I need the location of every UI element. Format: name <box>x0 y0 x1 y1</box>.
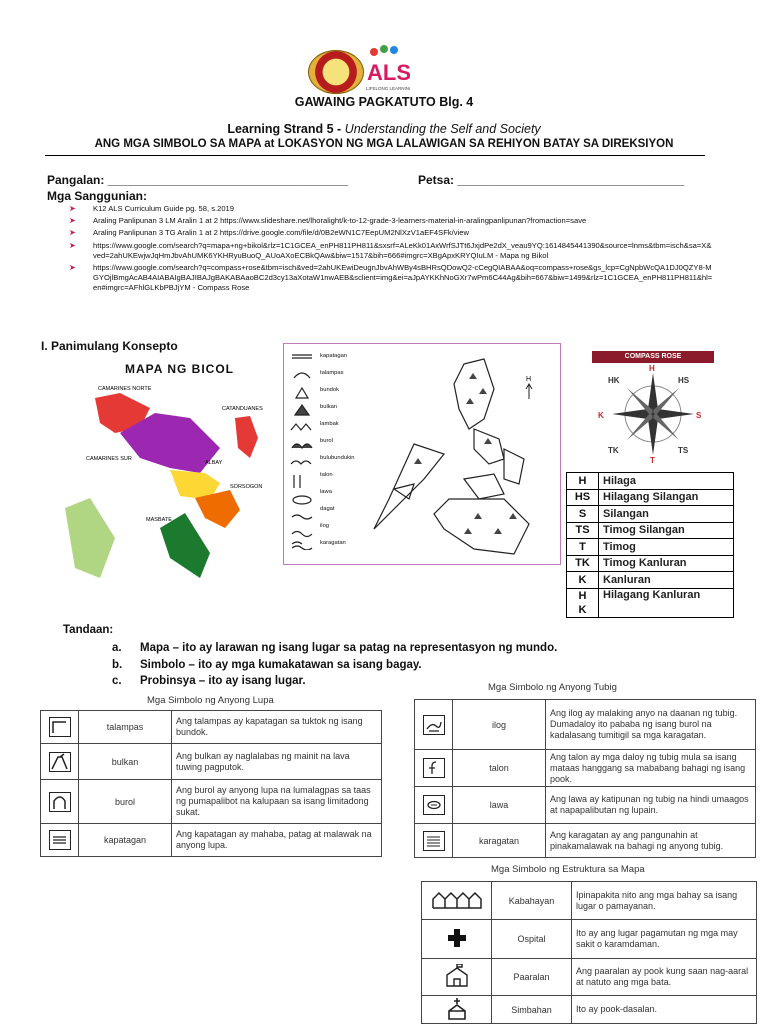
table-row: talampas Ang talampas ay kapatagan sa tuktok ng isang bundok. <box>41 711 382 744</box>
compass-point: HK <box>608 376 620 385</box>
compass-rose-label: COMPASS ROSE <box>592 351 714 363</box>
definition-item: a. Mapa – ito ay larawan ng isang lugar sa patag na representasyon ng mundo. <box>112 642 558 654</box>
reference-item: ➤ https://www.google.com/search?q=mapa+ng+bikol&rlz=1C1GCEA_enPH811PH811&sxsrf=ALeKk01AxWrfSJTt6JxjdPe2dX_veau9YQ:1614845441390&source=lnms&tbm=isch&sa=X&ved=2ahUKEwjwJqHmJbvAhUMK6YKHRyuBuoQ_AUoAXoECBkQAw&biw=1517&bih=666#imgrc=XBgApxKRYQIuLM - Mapa ng Bikol <box>65 241 715 261</box>
legend-item: burol <box>320 438 333 444</box>
legend-symbols <box>288 350 316 550</box>
directions-table <box>566 472 734 618</box>
svg-text:ALS: ALS <box>367 60 410 85</box>
table-row: K Kanluran <box>567 572 734 589</box>
philippines-legend-map <box>283 343 561 565</box>
bicol-map <box>60 378 285 598</box>
table-row: bulkan Ang bulkan ay naglalabas ng mainit na lava tuwing pagputok. <box>41 744 382 780</box>
anyong-lupa-table <box>40 710 382 857</box>
burol-icon <box>49 792 71 812</box>
section-heading: I. Panimulang Konsepto <box>41 339 178 353</box>
table-row: Ospital Ito ay ang lugar pagamutan ng mga may sakit o karamdaman. <box>422 920 757 959</box>
deped-seal-logo <box>308 50 364 94</box>
tandaan-label: Tandaan: <box>63 624 114 636</box>
kapatagan-icon <box>49 830 71 850</box>
north-indicator: H <box>526 376 532 383</box>
legend-item: karagatan <box>320 540 346 546</box>
lupa-table-title: Mga Simbolo ng Anyong Lupa <box>147 695 274 706</box>
table-row: Simbahan Ito ay pook-dasalan. <box>422 996 757 1024</box>
legend-item: kapatagan <box>320 353 348 359</box>
map-title: MAPA NG BICOL <box>125 362 234 376</box>
table-row: TS Timog Silangan <box>567 522 734 539</box>
compass-point: TK <box>608 446 619 455</box>
legend-item: bulkan <box>320 404 338 410</box>
date-field[interactable]: Petsa: __________________________________ <box>418 173 685 187</box>
activity-title: GAWAING PAGKATUTO Blg. 4 <box>294 95 474 109</box>
table-row: S Silangan <box>567 506 734 523</box>
compass-rose <box>592 363 714 465</box>
legend-item: bundok <box>320 387 340 393</box>
paaralan-icon <box>444 964 470 988</box>
anyong-tubig-table <box>414 699 756 858</box>
map-label: CATANDUANES <box>222 406 263 412</box>
compass-point: T <box>650 456 655 465</box>
references-list <box>65 204 715 296</box>
legend-item: lambak <box>320 421 339 427</box>
learning-strand: Learning Strand 5 - Understanding the Self and Society <box>227 122 541 136</box>
table-row: Paaralan Ang paaralan ay pook kung saan nag-aaral at natuto ang mga bata. <box>422 959 757 996</box>
map-label: CAMARINES NORTE <box>98 386 152 392</box>
philippines-outline <box>354 349 554 561</box>
legend-item: lawa <box>320 489 332 495</box>
philippines-inset-map <box>65 498 115 578</box>
table-row: HS Hilagang Silangan <box>567 489 734 506</box>
reference-item: ➤ https://www.google.com/search?q=compass+rose&tbm=isch&ved=2ahUKEwiDeugnJbvAhWBy4sBHRsQDowQ2-cCegQIABAA&oq=compass+rose&gs_lcp=CgNpbWcQA1DJ0QZY8-MGYOjlBmgAcAB4AIABAIgBAJIBAJgBAKABAaoBC2d3cy13aXotaW1nwAEB&sclient=img&ei=aJpAYKKhNoGXr7wPm6C44Ag&bih=667&biw=1499&rlz=1C1GCEA_enPH811PH811&hl=en#imgrc=AFhlGLKbPBJjYM - Compass Rose <box>65 263 715 294</box>
map-label: ALBAY <box>205 460 223 466</box>
table-row: H K Hilagang Kanluran <box>567 588 734 617</box>
svg-text:LIFELONG LEARNING: LIFELONG LEARNING <box>366 86 410 91</box>
kabahayan-icon <box>430 890 484 910</box>
compass-point: S <box>696 411 702 420</box>
map-label: MASBATE <box>146 517 172 523</box>
simbahan-icon <box>444 997 470 1021</box>
compass-point: TS <box>678 446 689 455</box>
reference-item: ➤ Araling Panlipunan 3 TG Aralin 1 at 2 https://drive.google.com/file/d/0B2eWN1C7EepUM2NlXzV1aEF4SFk/view <box>65 228 715 238</box>
table-row: ilog Ang ilog ay malaking anyo na daanan ng tubig. Dumadaloy ito pababa ng isang burol na kadalasang tumitigil sa mga karagatan. <box>415 700 756 750</box>
map-label: CAMARINES SUR <box>86 456 132 462</box>
map-label: SORSOGON <box>230 484 263 490</box>
reference-item: ➤ Araling Panlipunan 3 LM Aralin 1 at 2 https://www.slideshare.net/lhoralight/k-to-12-grade-3-learners-material-in-aralingpanlipunan?fromaction=save <box>65 216 715 226</box>
karagatan-icon <box>423 831 445 851</box>
compass-point: H <box>649 364 655 373</box>
table-row: kapatagan Ang kapatagan ay mahaba, patag at malawak na anyong lupa. <box>41 824 382 857</box>
divider <box>45 155 705 156</box>
compass-point: K <box>598 411 604 420</box>
table-row: karagatan Ang karagatan ay ang pangunahin at pinakamalawak na bahagi ng anyong tubig. <box>415 824 756 858</box>
talampas-icon <box>49 717 71 737</box>
legend-item: talon <box>320 472 333 478</box>
ilog-icon <box>423 715 445 735</box>
ospital-icon <box>446 927 468 949</box>
table-row: burol Ang burol ay anyong lupa na lumalagpas sa taas ng pumapalibot na kalupaan sa isang limitadong sukat. <box>41 780 382 824</box>
references-title: Mga Sanggunian: <box>47 189 147 203</box>
table-row: H Hilaga <box>567 473 734 490</box>
catanduanes-region <box>235 416 258 458</box>
estruktura-table <box>421 881 757 1024</box>
table-row: talon Ang talon ay mga daloy ng tubig mula sa isang mataas hanggang sa mababang bahagi ng isang pook. <box>415 750 756 787</box>
legend-item: dagat <box>320 506 335 512</box>
legend-item: ilog <box>320 523 330 529</box>
reference-item: ➤ K12 ALS Curriculum Guide pg. 58, s.2019 <box>65 204 715 214</box>
bulkan-icon <box>49 752 71 772</box>
legend-item: bulubundukin <box>320 455 355 461</box>
definition-item: c. Probinsya – ito ay isang lugar. <box>112 675 306 687</box>
lesson-subtitle: ANG MGA SIMBOLO SA MAPA at LOKASYON NG MGA LALAWIGAN SA REHIYON BATAY SA DIREKSIYON <box>94 138 674 150</box>
legend-item: talampas <box>320 370 344 376</box>
name-field[interactable]: Pangalan: ____________________________________ <box>47 173 348 187</box>
tubig-table-title: Mga Simbolo ng Anyong Tubig <box>488 682 617 693</box>
als-logo <box>364 44 410 94</box>
compass-point: HS <box>678 376 690 385</box>
talon-icon <box>423 758 445 778</box>
estruktura-table-title: Mga Simbolo ng Estruktura sa Mapa <box>491 864 645 875</box>
table-row: TK Timog Kanluran <box>567 555 734 572</box>
table-row: Kabahayan Ipinapakita nito ang mga bahay sa isang lugar o pamayanan. <box>422 882 757 920</box>
lawa-icon <box>423 795 445 815</box>
definition-item: b. Simbolo – ito ay mga kumakatawan sa isang bagay. <box>112 658 422 671</box>
table-row: lawa Ang lawa ay katipunan ng tubig na hindi umaagos at napapalibutan ng lupain. <box>415 787 756 824</box>
table-row: T Timog <box>567 539 734 556</box>
